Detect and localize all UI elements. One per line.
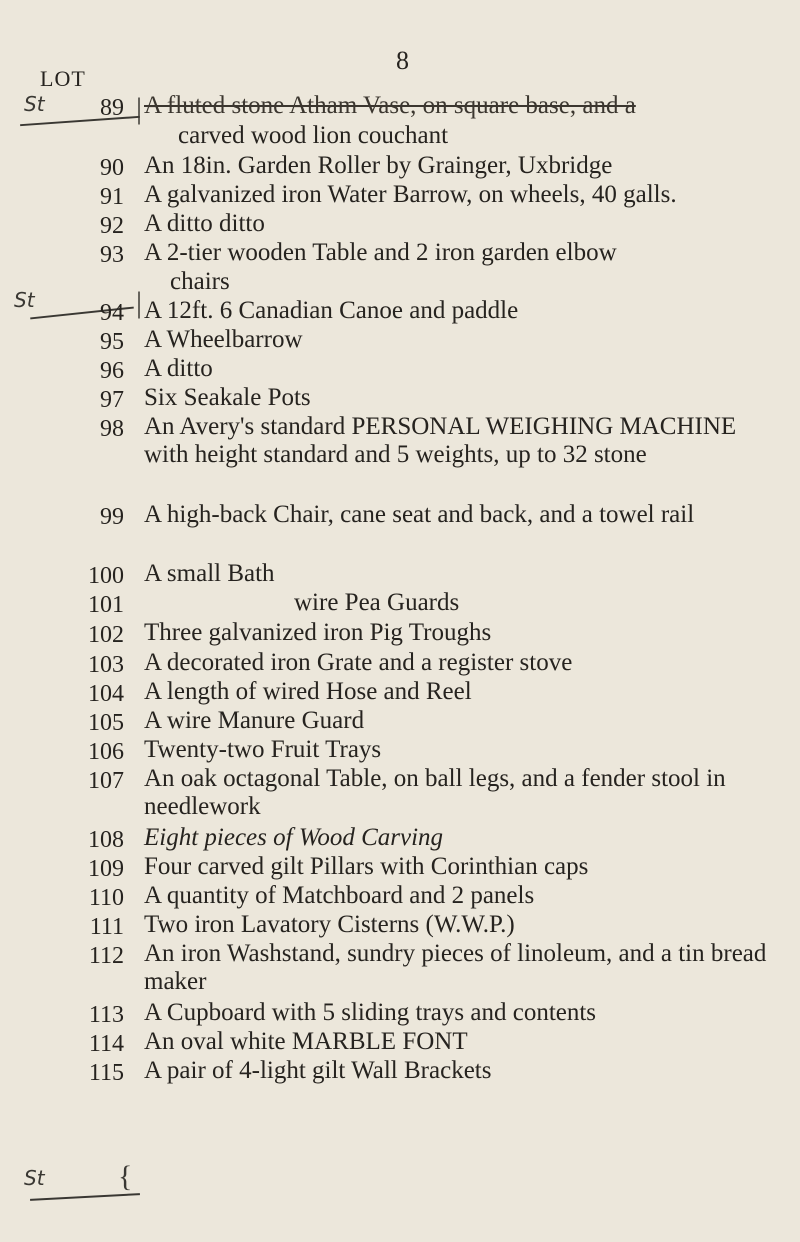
lot-description: A pair of 4-light gilt Wall Brackets	[144, 1057, 492, 1084]
lot-description: An iron Washstand, sundry pieces of linoleum, and a tin bread maker	[144, 940, 767, 995]
lot-description: A fluted stone Atham Vase, on square base, and a	[144, 92, 636, 119]
lot-description: A length of wired Hose and Reel	[144, 678, 472, 705]
lot-number: 112	[88, 943, 124, 969]
lot-number: 103	[88, 652, 124, 678]
lot-number: 109	[88, 856, 124, 882]
lot-description: A ditto	[144, 355, 213, 382]
lot-description: An oval white MARBLE FONT	[144, 1028, 468, 1055]
lot-number: 99	[100, 504, 124, 530]
lot-description: chairs	[170, 268, 230, 295]
annotation-bracket: {	[118, 1160, 133, 1193]
annotation-stroke	[30, 1193, 140, 1201]
lot-description: An 18in. Garden Roller by Grainger, Uxbridge	[144, 152, 613, 179]
margin-annotation-114: St	[24, 1166, 45, 1190]
lot-number: 92	[100, 213, 124, 239]
page-number: 8	[396, 46, 409, 75]
lot-description: A decorated iron Grate and a register stove	[144, 649, 573, 676]
lot-number: 89	[100, 95, 124, 121]
lot-number: 106	[88, 739, 124, 765]
lot-number: 97	[100, 387, 124, 413]
lot-number: 113	[88, 1002, 124, 1028]
lot-number: 115	[88, 1060, 124, 1086]
lot-description: An oak octagonal Table, on ball legs, and a fender stool in needlework	[144, 765, 726, 820]
lot-description: A small Bath	[144, 560, 275, 587]
lot-description: wire Pea Guards	[294, 589, 460, 616]
lot-number: 95	[100, 329, 124, 355]
lot-number: 102	[88, 622, 124, 648]
lot-number: 111	[89, 914, 124, 940]
lot-description: Four carved gilt Pillars with Corinthian caps	[144, 853, 589, 880]
lot-description: A wire Manure Guard	[144, 707, 365, 734]
lot-description: A galvanized iron Water Barrow, on wheels, 40 galls.	[144, 181, 677, 208]
lot-description: Three galvanized iron Pig Troughs	[144, 619, 492, 646]
lot-description: An Avery's standard PERSONAL WEIGHING MACHINE with height standard and 5 weights, up to 32 stone	[144, 413, 737, 468]
lot-number: 104	[88, 681, 124, 707]
lot-column-header: LOT	[40, 66, 86, 91]
lot-number: 101	[88, 592, 124, 618]
margin-annotation-89: St	[24, 92, 45, 116]
lot-description: A ditto ditto	[144, 210, 265, 237]
lot-description: A 12ft. 6 Canadian Canoe and paddle	[144, 297, 519, 324]
margin-annotation-93: St	[14, 288, 35, 312]
lot-number: 100	[88, 563, 124, 589]
lot-number: 90	[100, 155, 124, 181]
annotation-bracket: |	[136, 92, 143, 125]
lot-number: 114	[88, 1031, 124, 1057]
lot-description: Two iron Lavatory Cisterns (W.W.P.)	[144, 911, 515, 938]
lot-description: A quantity of Matchboard and 2 panels	[144, 882, 535, 909]
lot-description: A high-back Chair, cane seat and back, and a towel rail	[144, 501, 695, 528]
lot-number: 110	[88, 885, 124, 911]
lot-number: 93	[100, 242, 124, 268]
annotation-bracket: |	[136, 286, 143, 319]
lot-description: carved wood lion couchant	[178, 122, 449, 149]
lot-description: Eight pieces of Wood Carving	[144, 824, 444, 851]
lot-number: 105	[88, 710, 124, 736]
lot-description: A Wheelbarrow	[144, 326, 303, 353]
lot-number: 98	[100, 416, 124, 442]
lot-description: A 2-tier wooden Table and 2 iron garden elbow	[144, 239, 617, 266]
lot-number: 108	[88, 827, 124, 853]
lot-description: Twenty-two Fruit Trays	[144, 736, 382, 763]
lot-number: 91	[100, 184, 124, 210]
lot-description: A Cupboard with 5 sliding trays and contents	[144, 999, 597, 1026]
lot-number: 96	[100, 358, 124, 384]
lot-number: 94	[100, 300, 124, 326]
lot-number: 107	[88, 768, 124, 794]
lot-description: Six Seakale Pots	[144, 384, 311, 411]
